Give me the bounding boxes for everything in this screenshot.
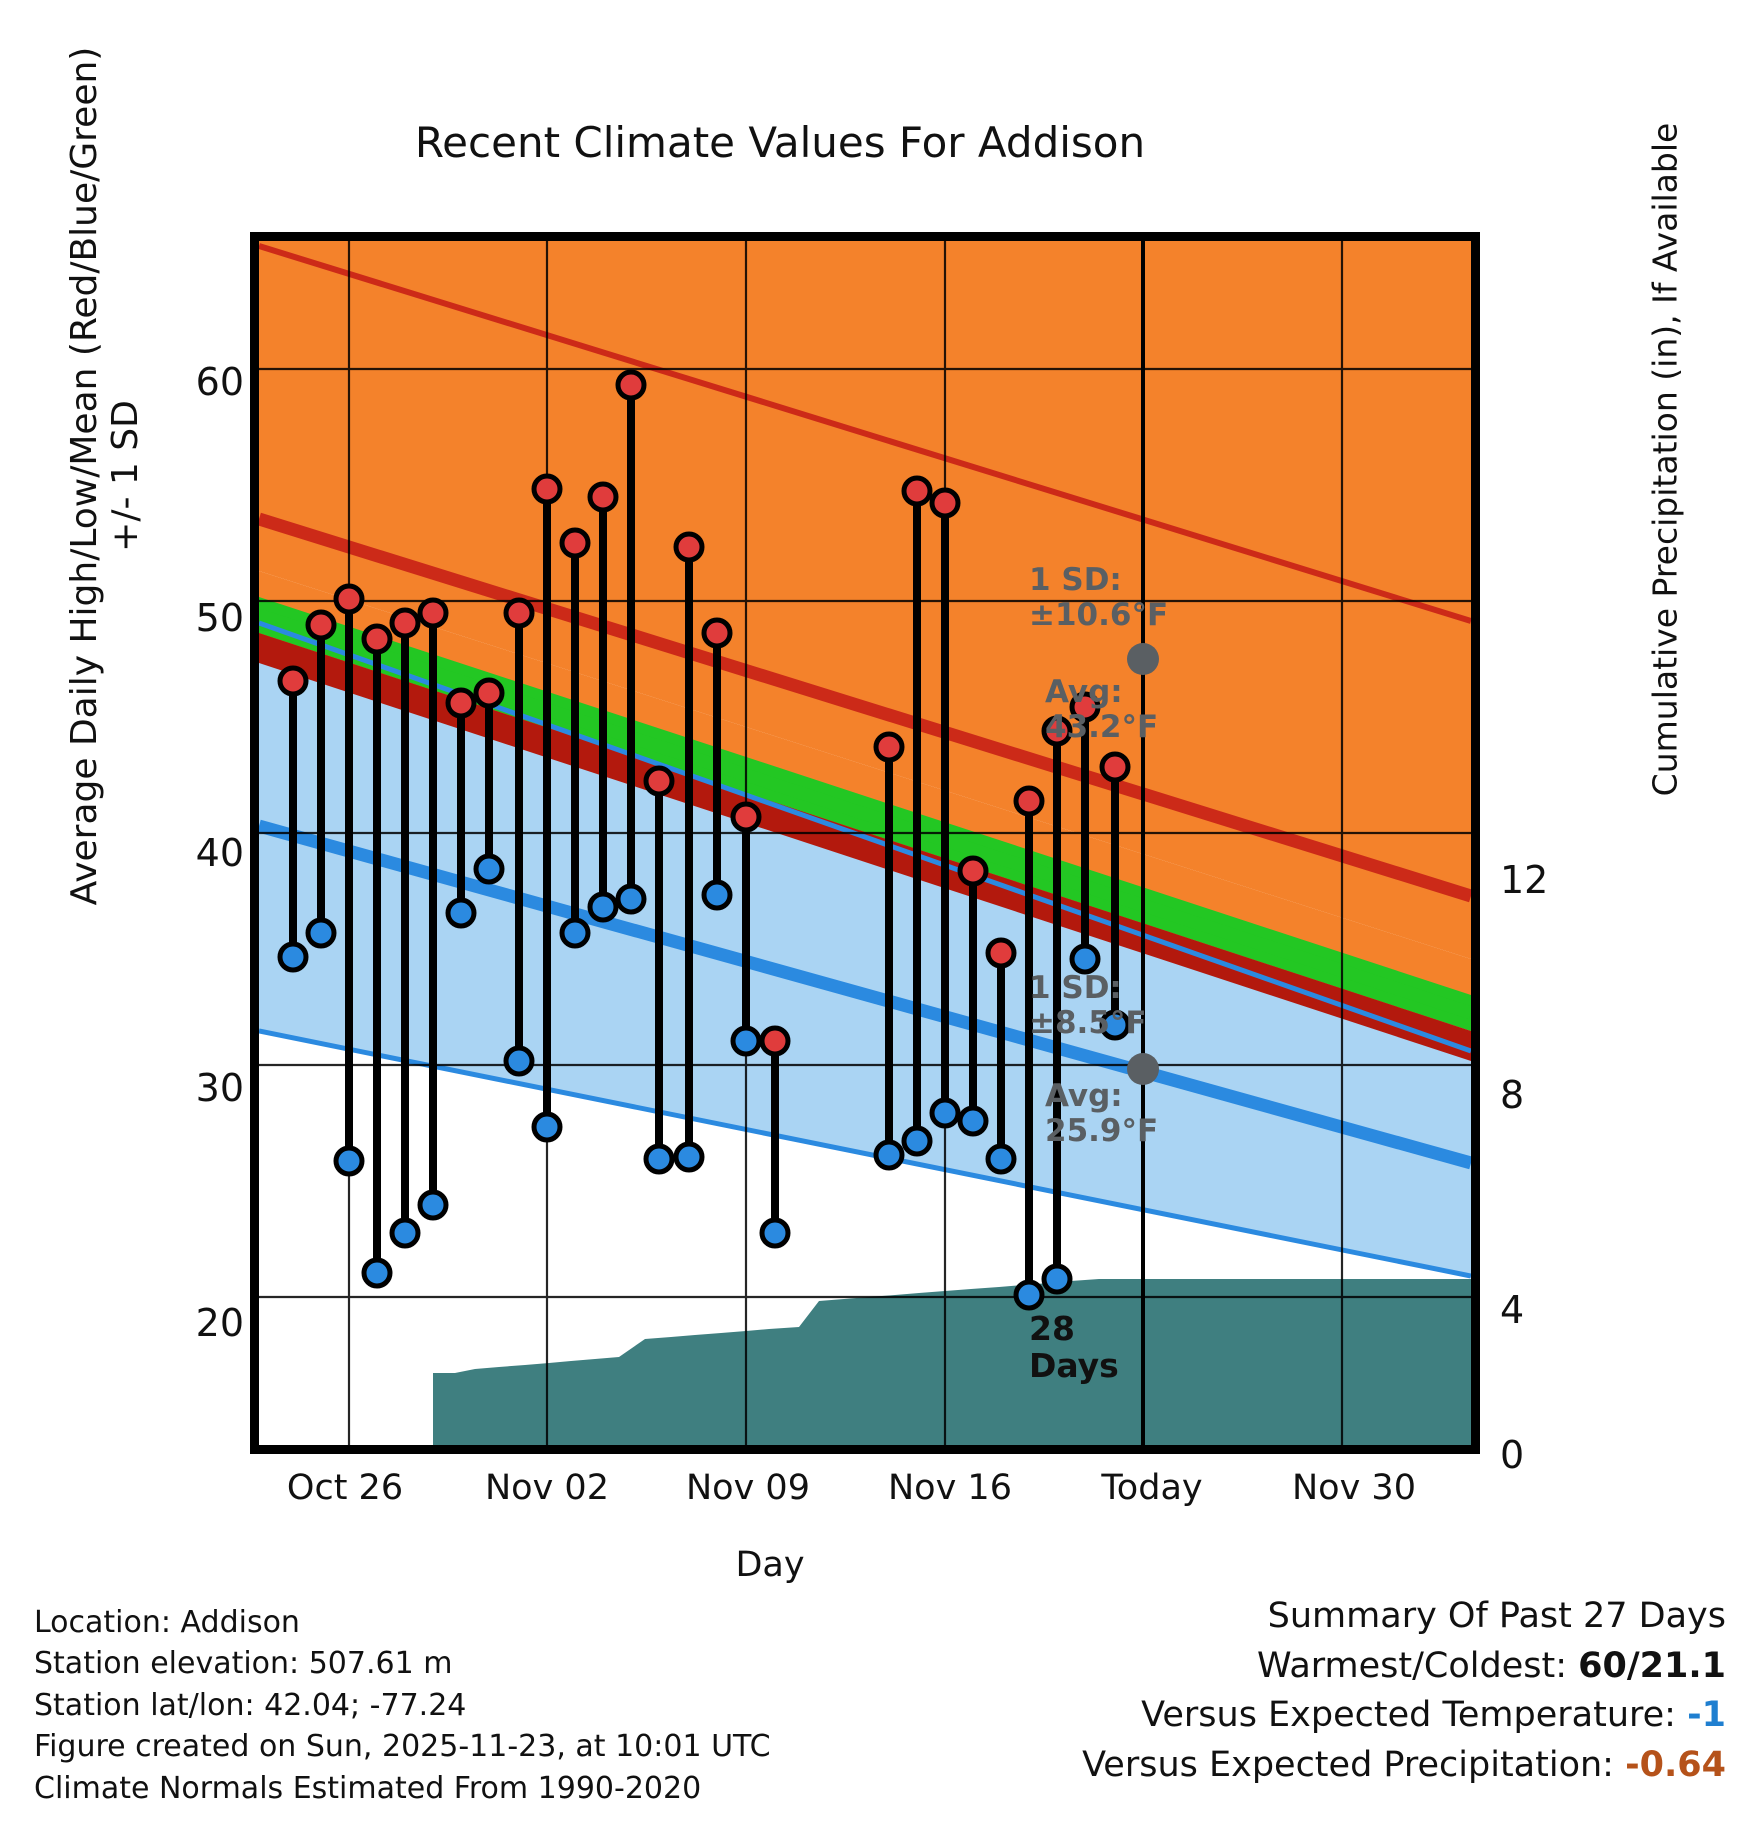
summary-warmest-coldest <box>1082 1642 1726 1692</box>
meta-created: Figure created on Sun, 2025-11-23, at 10:01 UTC <box>34 1729 771 1765</box>
station-metadata <box>34 1602 771 1809</box>
x-axis-label: Day <box>735 1545 805 1585</box>
summary-vs-precipitation-value: -0.64 <box>1625 1745 1726 1786</box>
y-axis-label-left: Average Daily High/Low/Mean (Red/Blue/Green) +/- 1 SD <box>64 46 146 906</box>
x-tick-nov09: Nov 09 <box>686 1468 810 1508</box>
summary-vs-temperature-label: Versus Expected Temperature: <box>1141 1695 1676 1736</box>
x-tick-nov30: Nov 30 <box>1292 1468 1416 1508</box>
y-tick-40: 40 <box>195 831 244 875</box>
x-tick-oct26: Oct 26 <box>286 1468 404 1508</box>
annotation-high-avg: Avg: 43.2°F <box>1045 674 1159 745</box>
summary-vs-temperature-value: -1 <box>1687 1695 1726 1736</box>
y-axis-label-right: Cumulative Precipitation (in), If Available <box>1645 122 1685 797</box>
x-tick-nov16: Nov 16 <box>888 1468 1012 1508</box>
precipitation-area <box>433 1279 1471 1445</box>
summary-panel <box>1082 1592 1726 1791</box>
meta-location: Location: Addison <box>34 1605 300 1640</box>
meta-normals: Climate Normals Estimated From 1990-2020 <box>34 1770 702 1806</box>
plot-area <box>250 232 1480 1454</box>
annotation-low-sd: 1 SD: ±8.5°F <box>1029 970 1147 1041</box>
summary-vs-precipitation-label: Versus Expected Precipitation: <box>1082 1745 1614 1786</box>
y-tick-50: 50 <box>195 596 244 640</box>
meta-latlon: Station lat/lon: 42.04; -77.24 <box>34 1687 467 1723</box>
annotation-low-avg: Avg: 25.9°F <box>1045 1078 1159 1149</box>
x-tick-nov02: Nov 02 <box>485 1468 609 1508</box>
meta-elevation: Station elevation: 507.61 m <box>34 1646 453 1682</box>
summary-warmest-coldest-value: 60/21.1 <box>1578 1645 1726 1686</box>
y-tick-60: 60 <box>195 360 244 404</box>
summary-title: Summary Of Past 27 Days <box>1267 1596 1726 1636</box>
plot-graphics <box>259 241 1471 1445</box>
y-right-tick-8: 8 <box>1500 1073 1525 1117</box>
y-right-tick-4: 4 <box>1500 1288 1525 1332</box>
annotation-precip-days: 28 Days <box>1029 1309 1119 1385</box>
page-title: Recent Climate Values For Addison <box>414 118 1146 167</box>
summary-vs-precipitation <box>1082 1741 1726 1791</box>
y-tick-30: 30 <box>195 1066 244 1110</box>
y-tick-20: 20 <box>195 1301 244 1345</box>
annotation-high-sd: 1 SD: ±10.6°F <box>1029 562 1169 633</box>
x-tick-today: Today <box>1101 1468 1203 1508</box>
y-right-tick-12: 12 <box>1500 858 1549 902</box>
summary-warmest-coldest-label: Warmest/Coldest: <box>1256 1645 1567 1686</box>
y-right-tick-0: 0 <box>1500 1433 1525 1477</box>
summary-vs-temperature <box>1082 1691 1726 1741</box>
